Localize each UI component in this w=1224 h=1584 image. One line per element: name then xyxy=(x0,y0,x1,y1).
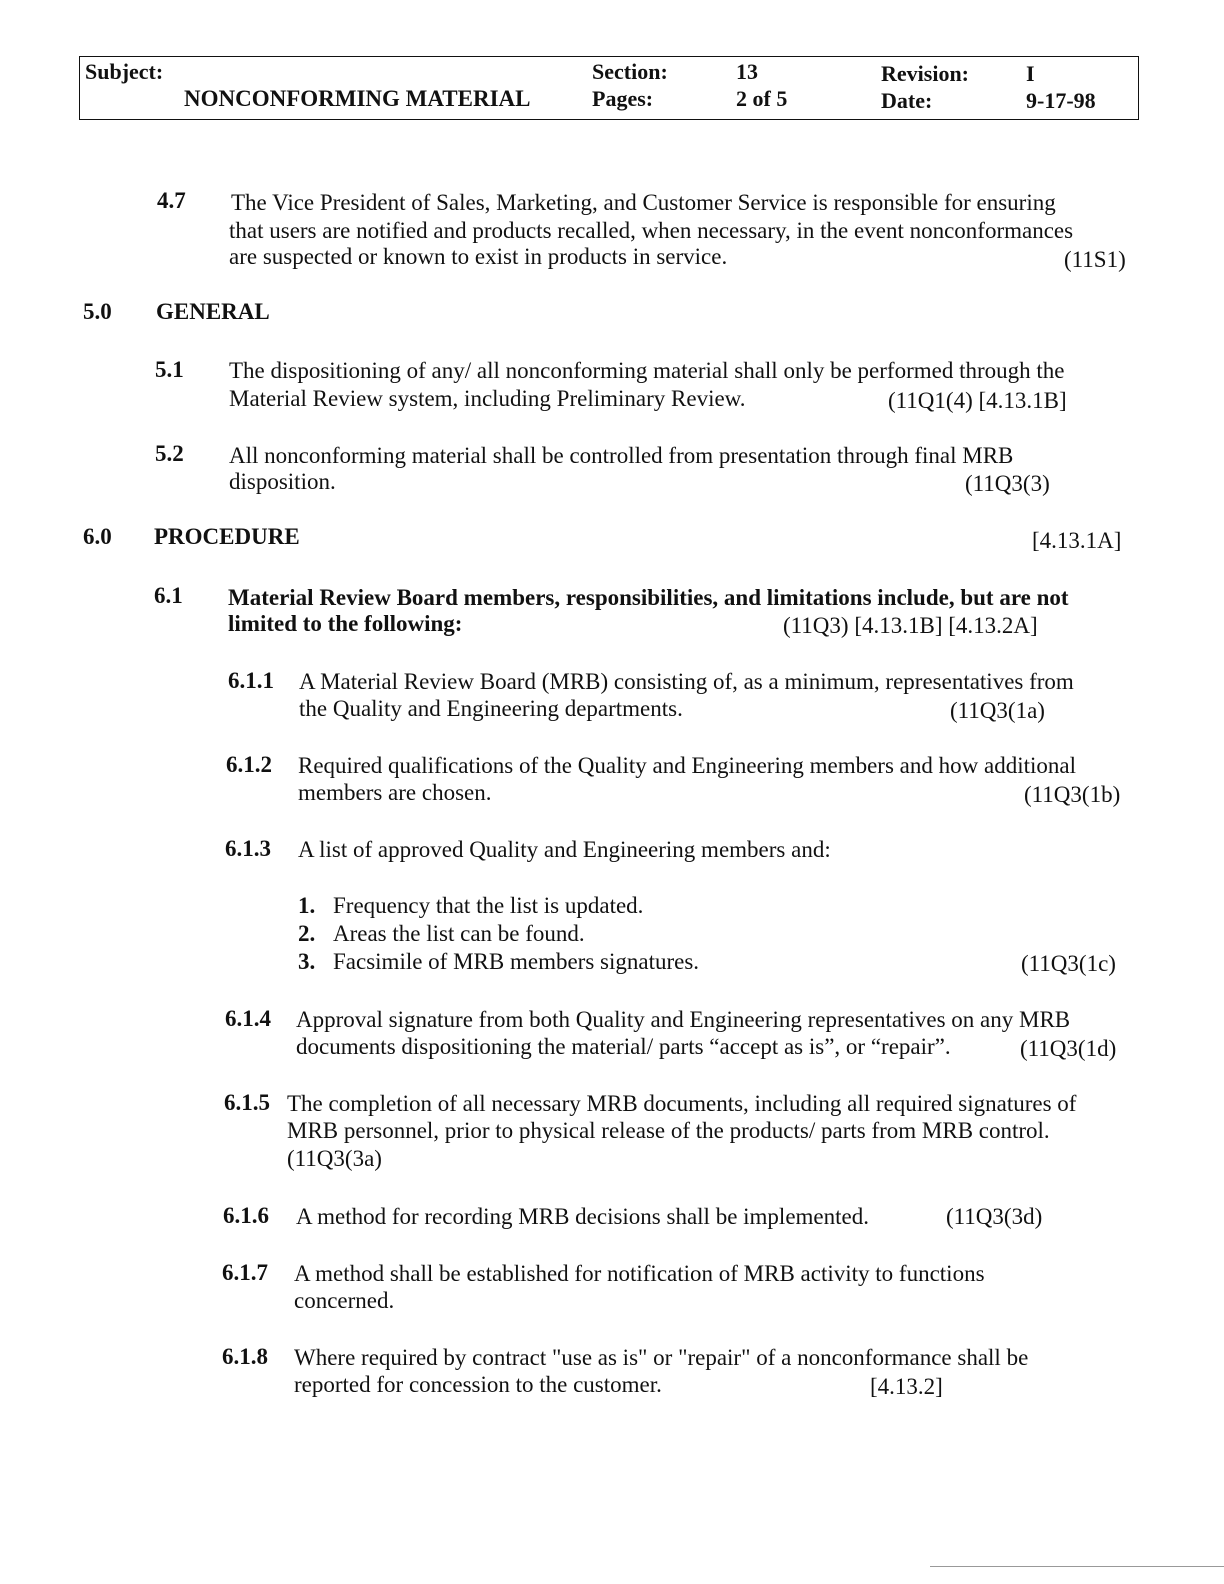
paragraph-line: Material Review system, including Preliminary Review. xyxy=(229,386,746,411)
paragraph-line: The Vice President of Sales, Marketing, and Customer Service is responsible for ensuring xyxy=(231,190,1056,215)
list-item: Areas the list can be found. xyxy=(333,921,585,946)
section-number: 6.1.5 xyxy=(224,1090,270,1115)
paragraph-line: Approval signature from both Quality and Engineering representatives on any MRB xyxy=(296,1007,1071,1032)
paragraph-line: that users are notified and products recalled, when necessary, in the event nonconformances xyxy=(229,218,1074,243)
paragraph-line: A list of approved Quality and Engineering members and: xyxy=(298,837,831,862)
section-number: 6.0 xyxy=(83,524,112,549)
paragraph-line: members are chosen. xyxy=(298,780,492,805)
reference-code: (11Q3(3d) xyxy=(946,1204,1043,1229)
reference-code: (11Q3(1c) xyxy=(1021,951,1116,976)
section-title: GENERAL xyxy=(156,299,270,324)
section-number: 6.1.1 xyxy=(228,668,274,693)
paragraph-line: reported for concession to the customer. xyxy=(294,1372,662,1397)
paragraph-line: A method shall be established for notification of MRB activity to functions xyxy=(294,1261,985,1286)
revision-label: Revision: xyxy=(881,61,969,86)
subject-label: Subject: xyxy=(85,59,164,84)
section-number: 6.1.7 xyxy=(222,1260,268,1285)
reference-code: (11Q1(4) [4.13.1B] xyxy=(888,388,1067,413)
reference-code: (11Q3(1d) xyxy=(1020,1036,1117,1061)
section-number: 4.7 xyxy=(157,188,186,213)
section-number: 6.1.8 xyxy=(222,1344,268,1369)
reference-code: (11Q3(3a) xyxy=(287,1146,382,1171)
list-number: 1. xyxy=(298,893,316,918)
list-number: 3. xyxy=(298,949,316,974)
paragraph-line: are suspected or known to exist in products in service. xyxy=(229,244,728,269)
reference-code: (11Q3(3) xyxy=(965,471,1050,496)
section-number: 5.2 xyxy=(155,441,184,466)
reference-code: (11Q3(1a) xyxy=(950,698,1045,723)
paragraph-line: A Material Review Board (MRB) consisting of, as a minimum, representatives from xyxy=(299,669,1074,694)
section-number: 6.1.6 xyxy=(223,1203,269,1228)
section-number: 6.1.3 xyxy=(225,836,271,861)
reference-code: (11Q3(1b) xyxy=(1024,782,1121,807)
list-item: Facsimile of MRB members signatures. xyxy=(333,949,700,974)
pages-value: 2 of 5 xyxy=(736,86,788,111)
list-item: Frequency that the list is updated. xyxy=(333,893,644,918)
date-value: 9-17-98 xyxy=(1026,88,1096,113)
section-number: 6.1 xyxy=(154,583,183,608)
paragraph-line: All nonconforming material shall be controlled from presentation through final MRB xyxy=(229,443,1014,468)
reference-code: [4.13.1A] xyxy=(1032,528,1122,553)
section-number: 5.0 xyxy=(83,299,112,324)
list-number: 2. xyxy=(298,921,316,946)
paragraph-line: documents dispositioning the material/ parts “accept as is”, or “repair”. xyxy=(296,1034,951,1059)
document-header xyxy=(79,56,1139,120)
reference-code: (11Q3) [4.13.1B] [4.13.2A] xyxy=(783,613,1038,638)
paragraph-line: Where required by contract "use as is" or "repair" of a nonconformance shall be xyxy=(294,1345,1029,1370)
pages-label: Pages: xyxy=(592,86,654,111)
reference-code: (11S1) xyxy=(1064,247,1126,272)
section-title: PROCEDURE xyxy=(154,524,300,549)
footer-divider xyxy=(930,1566,1224,1567)
paragraph-line: disposition. xyxy=(229,469,336,494)
revision-value: I xyxy=(1026,61,1035,86)
paragraph-line: the Quality and Engineering departments. xyxy=(299,696,683,721)
subject-value: NONCONFORMING MATERIAL xyxy=(184,86,531,111)
paragraph-line: The completion of all necessary MRB documents, including all required signatures of xyxy=(287,1091,1077,1116)
reference-code: [4.13.2] xyxy=(870,1374,943,1399)
section-label: Section: xyxy=(592,59,668,84)
date-label: Date: xyxy=(881,88,933,113)
paragraph-line: Material Review Board members, responsibilities, and limitations include, but are not xyxy=(228,585,1069,610)
paragraph-line: A method for recording MRB decisions shall be implemented. xyxy=(296,1204,869,1229)
paragraph-line: The dispositioning of any/ all nonconforming material shall only be performed through the xyxy=(229,358,1065,383)
section-number: 6.1.4 xyxy=(225,1006,271,1031)
section-number: 5.1 xyxy=(155,357,184,382)
paragraph-line: limited to the following: xyxy=(228,611,463,636)
section-number: 6.1.2 xyxy=(226,752,272,777)
paragraph-line: MRB personnel, prior to physical release of the products/ parts from MRB control. xyxy=(287,1118,1050,1143)
paragraph-line: concerned. xyxy=(294,1288,395,1313)
section-value: 13 xyxy=(736,59,758,84)
paragraph-line: Required qualifications of the Quality and Engineering members and how additional xyxy=(298,753,1076,778)
